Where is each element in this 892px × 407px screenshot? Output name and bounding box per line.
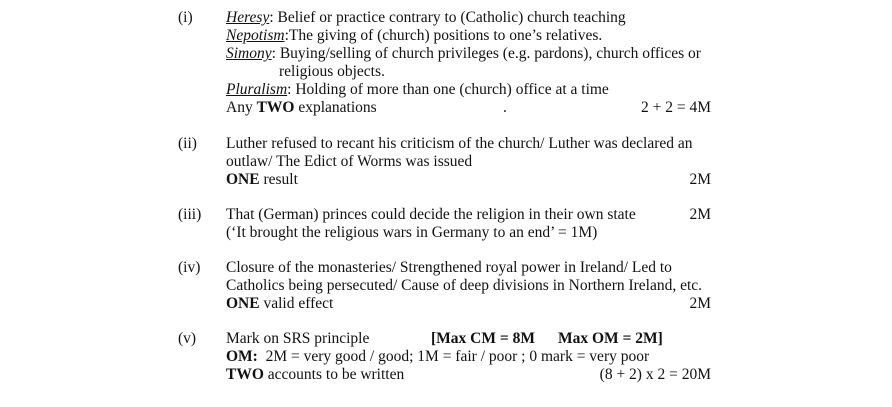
om-scale: OM: 2M = very good / good; 1M = fair / poor ; 0 mark = very poor [226, 348, 650, 365]
answer-line: (‘It brought the religious wars in Germany to an end’ = 1M) [226, 224, 598, 241]
marks-value: 2 + 2 = 4M [640, 99, 711, 116]
simony-definition: Simony: Buying/selling of church privileges (e.g. pardons), church offices or [226, 45, 701, 62]
dot-separator: . [503, 99, 507, 116]
heresy-term: Heresy [226, 9, 270, 26]
simony-term: Simony [226, 45, 272, 62]
marks-value: 2M [689, 171, 711, 188]
pluralism-definition: Pluralism: Holding of more than one (church) office at a time [226, 81, 609, 98]
item-number: (i) [178, 9, 193, 26]
nepotism-term: Nepotism [226, 27, 285, 44]
marking-note: TWO accounts to be written [226, 366, 405, 383]
heresy-definition: Heresy: Belief or practice contrary to (Catholic) church teaching [226, 9, 626, 26]
marks-value: (8 + 2) x 2 = 20M [599, 366, 711, 383]
answer-line: outlaw/ The Edict of Worms was issued [226, 153, 473, 170]
pluralism-term: Pluralism [226, 81, 288, 98]
max-om-label: Max OM = 2M] [558, 330, 663, 347]
answer-line: Closure of the monasteries/ Strengthened royal power in Ireland/ Led to [226, 259, 672, 276]
answer-line: Luther refused to recant his criticism of the church/ Luther was declared an [226, 135, 693, 152]
item-number: (iv) [178, 259, 201, 276]
marking-note: ONE result [226, 171, 298, 188]
nepotism-definition: Nepotism:The giving of (church) positions to one’s relatives. [226, 27, 603, 44]
item-number: (iii) [178, 206, 202, 223]
marking-note: Any TWO explanations [226, 99, 377, 116]
marks-value: 2M [689, 295, 711, 312]
marking-note: ONE valid effect [226, 295, 334, 312]
marks-value: 2M [689, 206, 711, 223]
answer-line: Mark on SRS principle [226, 330, 370, 347]
item-number: (ii) [178, 135, 197, 152]
simony-definition-cont: religious objects. [279, 63, 385, 80]
answer-line: That (German) princes could decide the religion in their own state [226, 206, 636, 223]
max-cm-label: [Max CM = 8M [431, 330, 535, 347]
answer-line: Catholics being persecuted/ Cause of deep divisions in Northern Ireland, etc. [226, 277, 703, 294]
item-number: (v) [178, 330, 197, 347]
